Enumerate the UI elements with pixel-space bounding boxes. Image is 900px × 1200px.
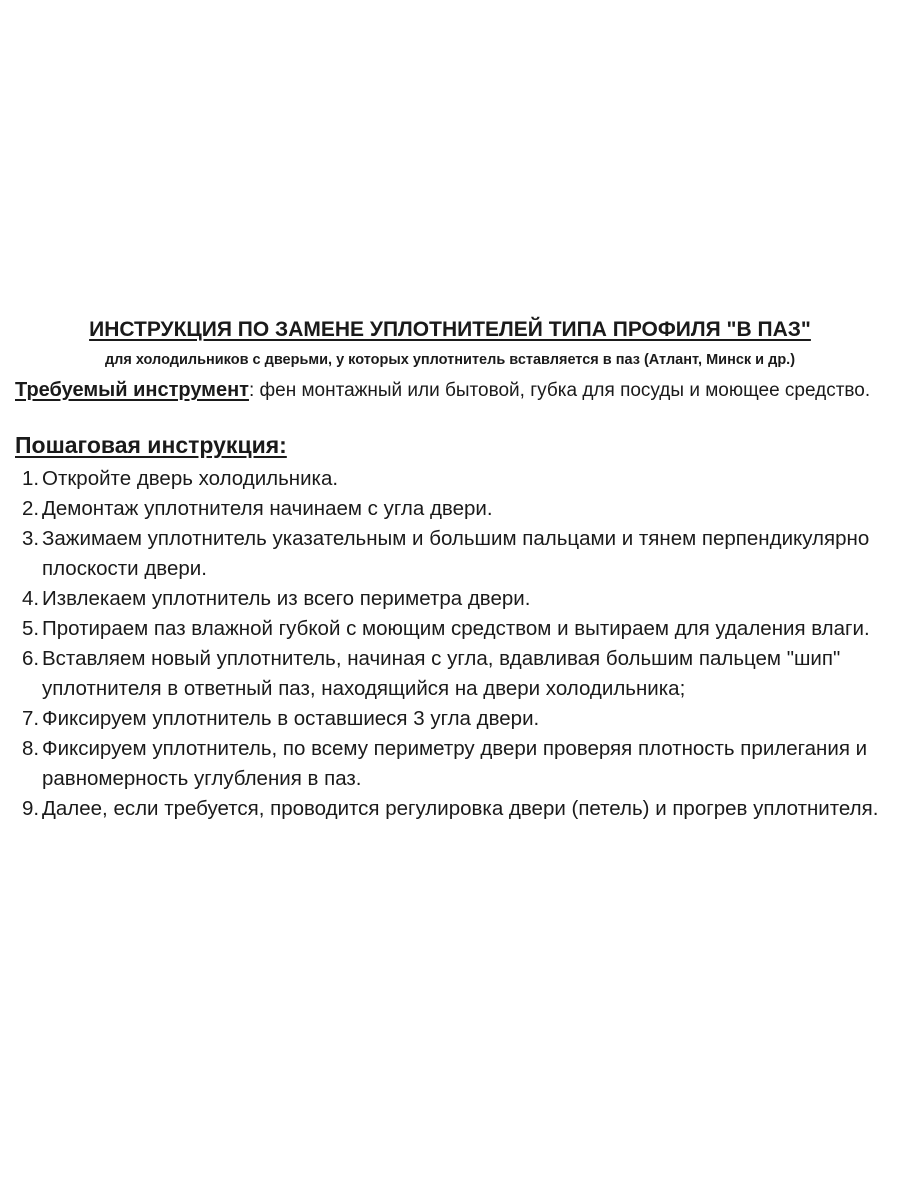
- required-tools-paragraph: [15, 376, 873, 405]
- step-text: Вставляем новый уплотнитель, начиная с угла, вдавливая большим пальцем "шип" уплотнителя в ответный паз, находящийся на двери холодильника;: [42, 647, 841, 700]
- required-tools-text: фен монтажный или бытовой, губка для посуды и моющее средство.: [254, 380, 871, 401]
- required-tools-separator: :: [248, 380, 255, 401]
- step-number: 6.: [22, 647, 40, 670]
- document-subtitle: для холодильников с дверьми, у которых уплотнитель вставляется в паз (Атлант, Минск и др.): [104, 352, 796, 368]
- step-item: [22, 464, 882, 494]
- step-number: 9.: [22, 797, 40, 820]
- step-number: 3.: [22, 527, 40, 550]
- steps-heading: Пошаговая инструкция:: [15, 432, 287, 458]
- step-item: [22, 524, 882, 584]
- step-item: [22, 734, 882, 794]
- step-item: [22, 794, 882, 824]
- required-tools-label: Требуемый инструмент: [15, 379, 249, 401]
- step-number: 4.: [22, 587, 40, 610]
- document-title: ИНСТРУКЦИЯ ПО ЗАМЕНЕ УПЛОТНИТЕЛЕЙ ТИПА ПРОФИЛЯ "В ПАЗ": [89, 318, 811, 341]
- step-text: Откройте дверь холодильника.: [42, 467, 339, 490]
- step-item: [22, 704, 882, 734]
- step-number: 7.: [22, 707, 40, 730]
- step-item: [22, 494, 882, 524]
- step-text: Фиксируем уплотнитель, по всему периметру двери проверяя плотность прилегания и равномерность углубления в паз.: [42, 737, 868, 790]
- step-text: Фиксируем уплотнитель в оставшиеся 3 угла двери.: [42, 707, 540, 730]
- step-text: Протираем паз влажной губкой с моющим средством и вытираем для удаления влаги.: [42, 617, 870, 640]
- step-text: Далее, если требуется, проводится регулировка двери (петель) и прогрев уплотнителя.: [42, 797, 879, 820]
- step-number: 2.: [22, 497, 40, 520]
- step-number: 8.: [22, 737, 40, 760]
- step-number: 5.: [22, 617, 40, 640]
- steps-list: [22, 464, 882, 824]
- step-item: [22, 614, 882, 644]
- step-text: Извлекаем уплотнитель из всего периметра двери.: [42, 587, 531, 610]
- step-item: [22, 644, 882, 704]
- step-text: Демонтаж уплотнителя начинаем с угла двери.: [42, 497, 493, 520]
- step-text: Зажимаем уплотнитель указательным и большим пальцами и тянем перпендикулярно плоскости двери.: [42, 527, 870, 580]
- step-item: [22, 584, 882, 614]
- step-number: 1.: [22, 467, 40, 490]
